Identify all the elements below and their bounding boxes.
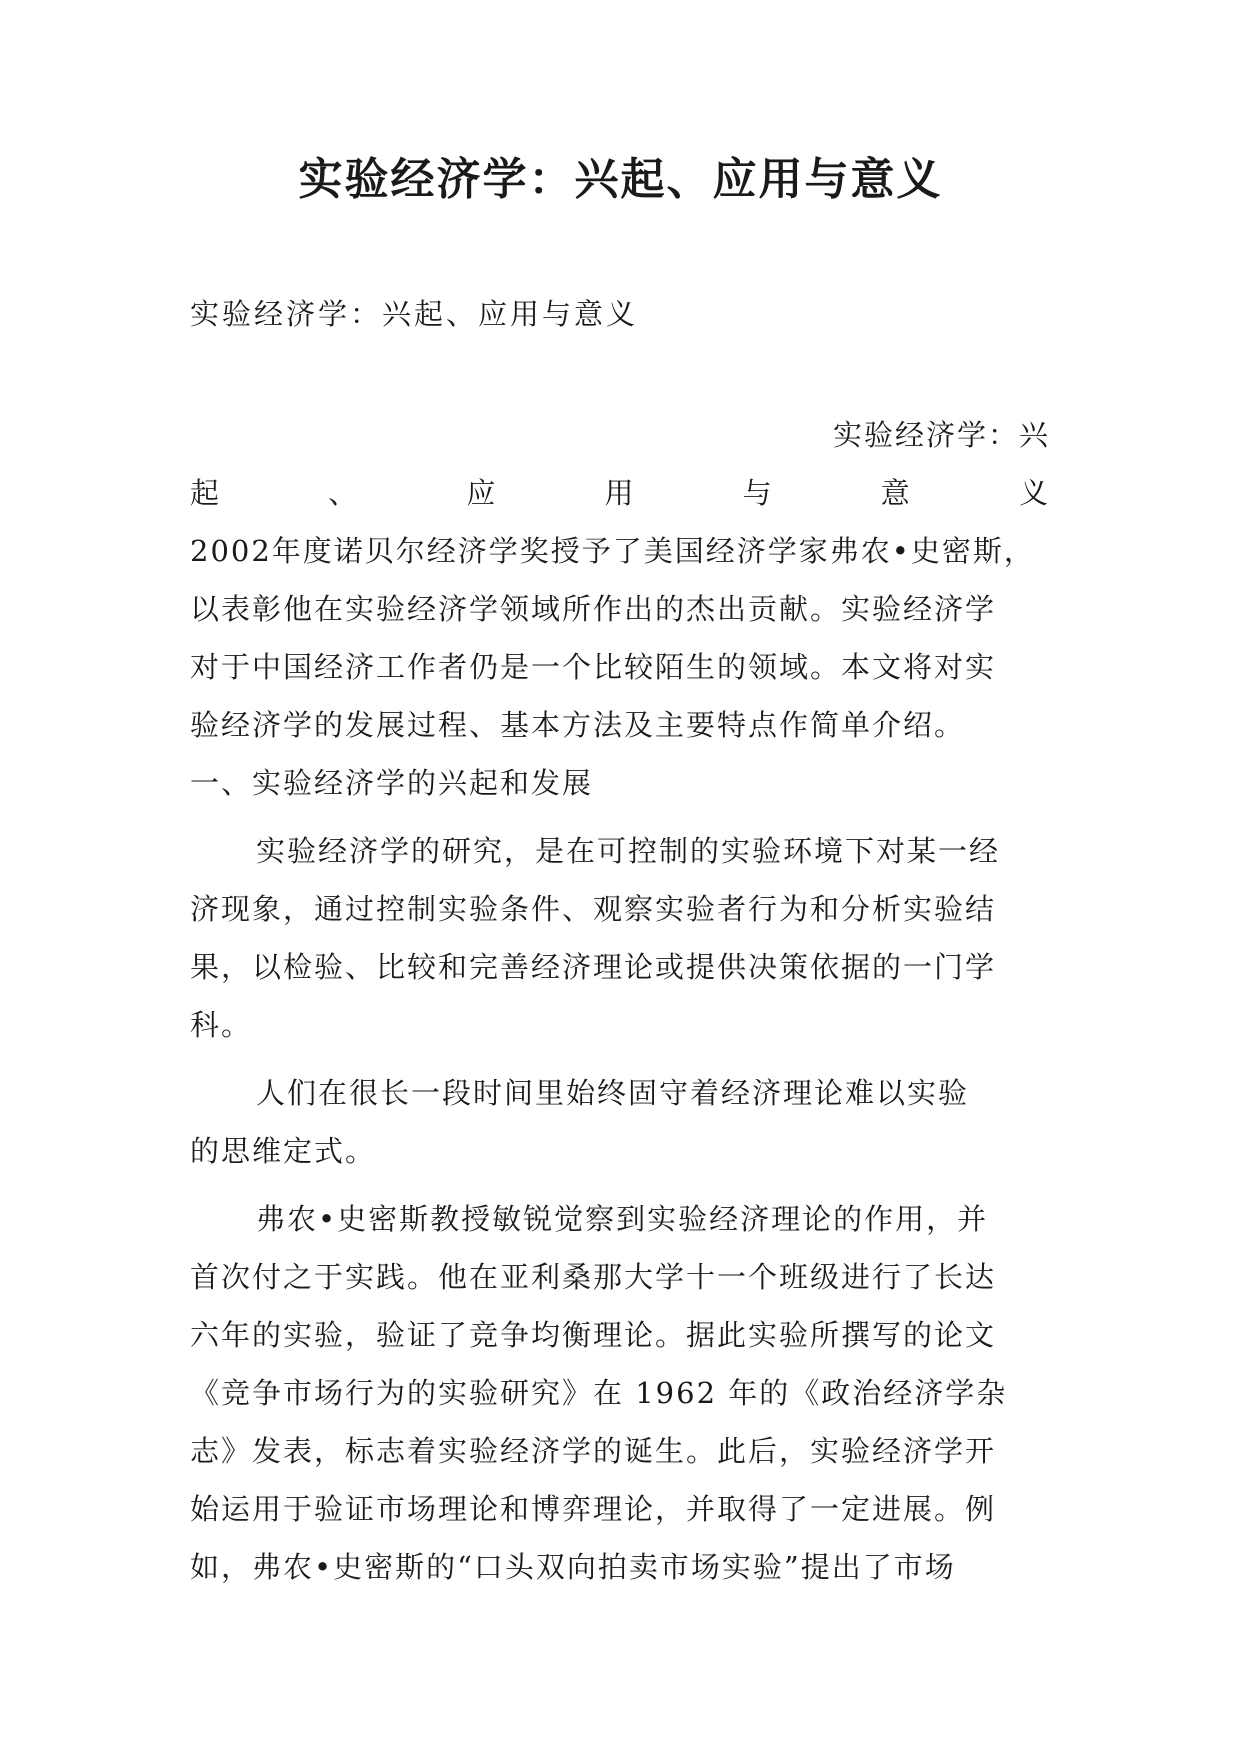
document-body [190, 406, 1050, 1596]
text-line: 果，以检验、比较和完善经济理论或提供决策依据的一门学 [190, 950, 997, 984]
repeat-title-char: 义 [1018, 476, 1050, 510]
text-line: 验经济学的发展过程、基本方法及主要特点作简单介绍。 [190, 708, 966, 742]
text-line: 科。 [190, 1008, 253, 1042]
text-line: 以表彰他在实验经济学领域所作出的杰出贡献。实验经济学 [190, 592, 997, 626]
text-line: 《竞争市场行为的实验研究》在 1962 年的《政治经济学杂 [190, 1376, 1008, 1410]
repeat-title-char: 起 [190, 476, 222, 510]
intro-paragraph [190, 522, 1050, 754]
paragraph-definition [190, 822, 1050, 1054]
repeat-title-char: 意 [880, 476, 912, 510]
repeat-title-char: 与 [742, 476, 774, 510]
text-line: 人们在很长一段时间里始终固守着经济理论难以实验 [256, 1076, 970, 1110]
document-title: 实验经济学：兴起、应用与意义 [298, 154, 943, 205]
text-line: 如，弗农•史密斯的“口头双向拍卖市场实验”提出了市场 [190, 1550, 956, 1584]
paragraph-smith [190, 1190, 1050, 1596]
repeat-title-char: 应 [466, 476, 498, 510]
repeat-title-line-1: 实验经济学：兴 [832, 418, 1050, 452]
text-line: 始运用于验证市场理论和博弈理论，并取得了一定进展。例 [190, 1492, 997, 1526]
text-line: 济现象，通过控制实验条件、观察实验者行为和分析实验结 [190, 892, 997, 926]
repeat-title-char: 用 [604, 476, 636, 510]
text-line: 2002年度诺贝尔经济学奖授予了美国经济学家弗农•史密斯， [190, 534, 1035, 568]
text-line: 首次付之于实践。他在亚利桑那大学十一个班级进行了长达 [190, 1260, 997, 1294]
repeat-title-line-2 [190, 464, 1050, 522]
text-line: 六年的实验，验证了竞争均衡理论。据此实验所撰写的论文 [190, 1318, 997, 1352]
document-subtitle: 实验经济学：兴起、应用与意义 [190, 297, 639, 331]
text-line: 实验经济学的研究，是在可控制的实验环境下对某一经 [256, 834, 1001, 868]
text-line: 志》发表，标志着实验经济学的诞生。此后，实验经济学开 [190, 1434, 997, 1468]
text-line: 对于中国经济工作者仍是一个比较陌生的领域。本文将对实 [190, 650, 997, 684]
text-line: 的思维定式。 [190, 1134, 377, 1168]
section-heading: 一、实验经济学的兴起和发展 [190, 766, 594, 800]
paragraph-mindset [190, 1064, 1050, 1180]
text-line: 弗农•史密斯教授敏锐觉察到实验经济理论的作用，并 [256, 1202, 989, 1236]
repeat-title-char: 、 [328, 476, 360, 510]
